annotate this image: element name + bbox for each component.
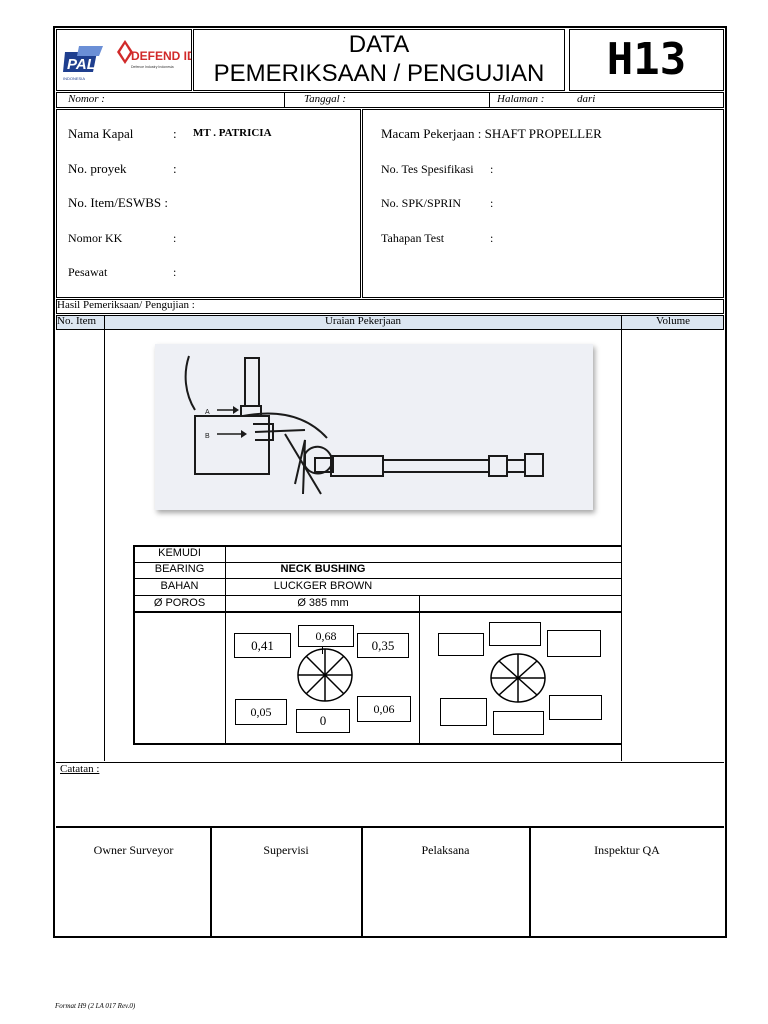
- hasil-label: Hasil Pemeriksaan/ Pengujian :: [57, 299, 195, 311]
- blank-box-bottom: [493, 711, 544, 735]
- measure-top: 0,68: [298, 625, 354, 647]
- nama-kapal-label: Nama Kapal: [68, 126, 134, 141]
- spec-kemudi-label: KEMUDI: [158, 547, 201, 559]
- blank-box-top: [489, 622, 541, 646]
- title-line-2: PEMERIKSAAN / PENGUJIAN: [213, 60, 545, 87]
- signature-owner-surveyor: Owner Surveyor: [93, 843, 174, 857]
- defend-logo-sub: Defence Industry Indonesia: [131, 65, 174, 69]
- diagram-label-b: B: [205, 433, 210, 440]
- pal-logo-sub: INDONESIA: [63, 76, 86, 81]
- spec-bahan-label: BAHAN: [160, 580, 199, 592]
- spec-poros-value: Ø 385 mm: [297, 597, 349, 609]
- pal-logo-text: PAL: [67, 56, 96, 73]
- nama-kapal-value: MT . PATRICIA: [193, 127, 272, 139]
- tahapan-test-label: Tahapan Test: [381, 231, 445, 245]
- form-code: H13: [606, 34, 687, 85]
- footer-format-code: Format H9 (2 LA 017 Rev.0): [55, 1002, 136, 1010]
- no-tes-spesifikasi-label: No. Tes Spesifikasi: [381, 162, 474, 176]
- signature-pelaksana: Pelaksana: [421, 843, 470, 857]
- spec-poros-label: Ø POROS: [153, 597, 206, 609]
- dari-label: dari: [577, 93, 596, 105]
- no-item-label: No. Item/ESWBS :: [68, 195, 169, 210]
- macam-pekerjaan-label: Macam Pekerjaan : SHAFT PROPELLER: [381, 126, 602, 141]
- col-uraian: Uraian Pekerjaan: [324, 315, 402, 327]
- blank-box-bottom-right: [549, 695, 602, 720]
- no-proyek-label: No. proyek: [68, 161, 127, 176]
- title-box: [193, 29, 565, 91]
- pal-logo-icon: [63, 46, 103, 81]
- diagram-label-a: A: [205, 409, 210, 416]
- col-no-item: No. Item: [57, 315, 97, 327]
- signature-supervisi: Supervisi: [263, 843, 309, 857]
- nomor-kk-colon: :: [173, 231, 177, 245]
- pesawat-colon: :: [173, 265, 177, 279]
- code-box: [569, 29, 724, 91]
- spec-bearing-label: BEARING: [154, 563, 205, 575]
- signature-inspektur-qa: Inspektur QA: [594, 843, 660, 857]
- blank-box-right: [547, 630, 601, 657]
- logo-box: [56, 29, 192, 91]
- blank-box-bottom-left: [440, 698, 487, 726]
- nomor-label: Nomor :: [68, 93, 105, 105]
- col-volume: Volume: [655, 315, 691, 327]
- title-line-1: DATA: [348, 31, 410, 58]
- meta-row: [56, 92, 724, 108]
- shaft-propeller-drawing: [155, 344, 593, 510]
- spec-bahan-value: LUCKGER BROWN: [273, 580, 373, 592]
- blank-box-left: [438, 633, 484, 656]
- spec-bearing-value: NECK BUSHING: [280, 563, 366, 575]
- clearance-circle-filled: [296, 646, 354, 704]
- tahapan-test-colon: :: [490, 231, 494, 245]
- halaman-label: Halaman :: [497, 93, 545, 105]
- defend-logo-text: DEFEND ID: [131, 49, 191, 63]
- nama-kapal-colon: :: [173, 126, 177, 141]
- no-spk-label: No. SPK/SPRIN: [381, 196, 462, 210]
- pesawat-label: Pesawat: [68, 265, 108, 279]
- no-tes-spesifikasi-colon: :: [490, 162, 494, 176]
- tanggal-label: Tanggal :: [304, 93, 347, 105]
- clearance-circle-blank: [489, 652, 547, 704]
- catatan-label: Catatan :: [60, 763, 100, 775]
- nomor-kk-label: Nomor KK: [68, 231, 123, 245]
- no-spk-colon: :: [490, 196, 494, 210]
- defend-id-logo-icon: [117, 40, 191, 69]
- measure-left: 0,41: [234, 633, 291, 658]
- company-logos: [57, 30, 191, 90]
- measure-bottom: 0: [296, 709, 350, 733]
- measure-bottom-right: 0,06: [357, 696, 411, 722]
- no-proyek-colon: :: [173, 161, 177, 176]
- measure-bottom-left: 0,05: [235, 699, 287, 725]
- shaft-diagram: [155, 344, 593, 510]
- measure-right: 0,35: [357, 633, 409, 658]
